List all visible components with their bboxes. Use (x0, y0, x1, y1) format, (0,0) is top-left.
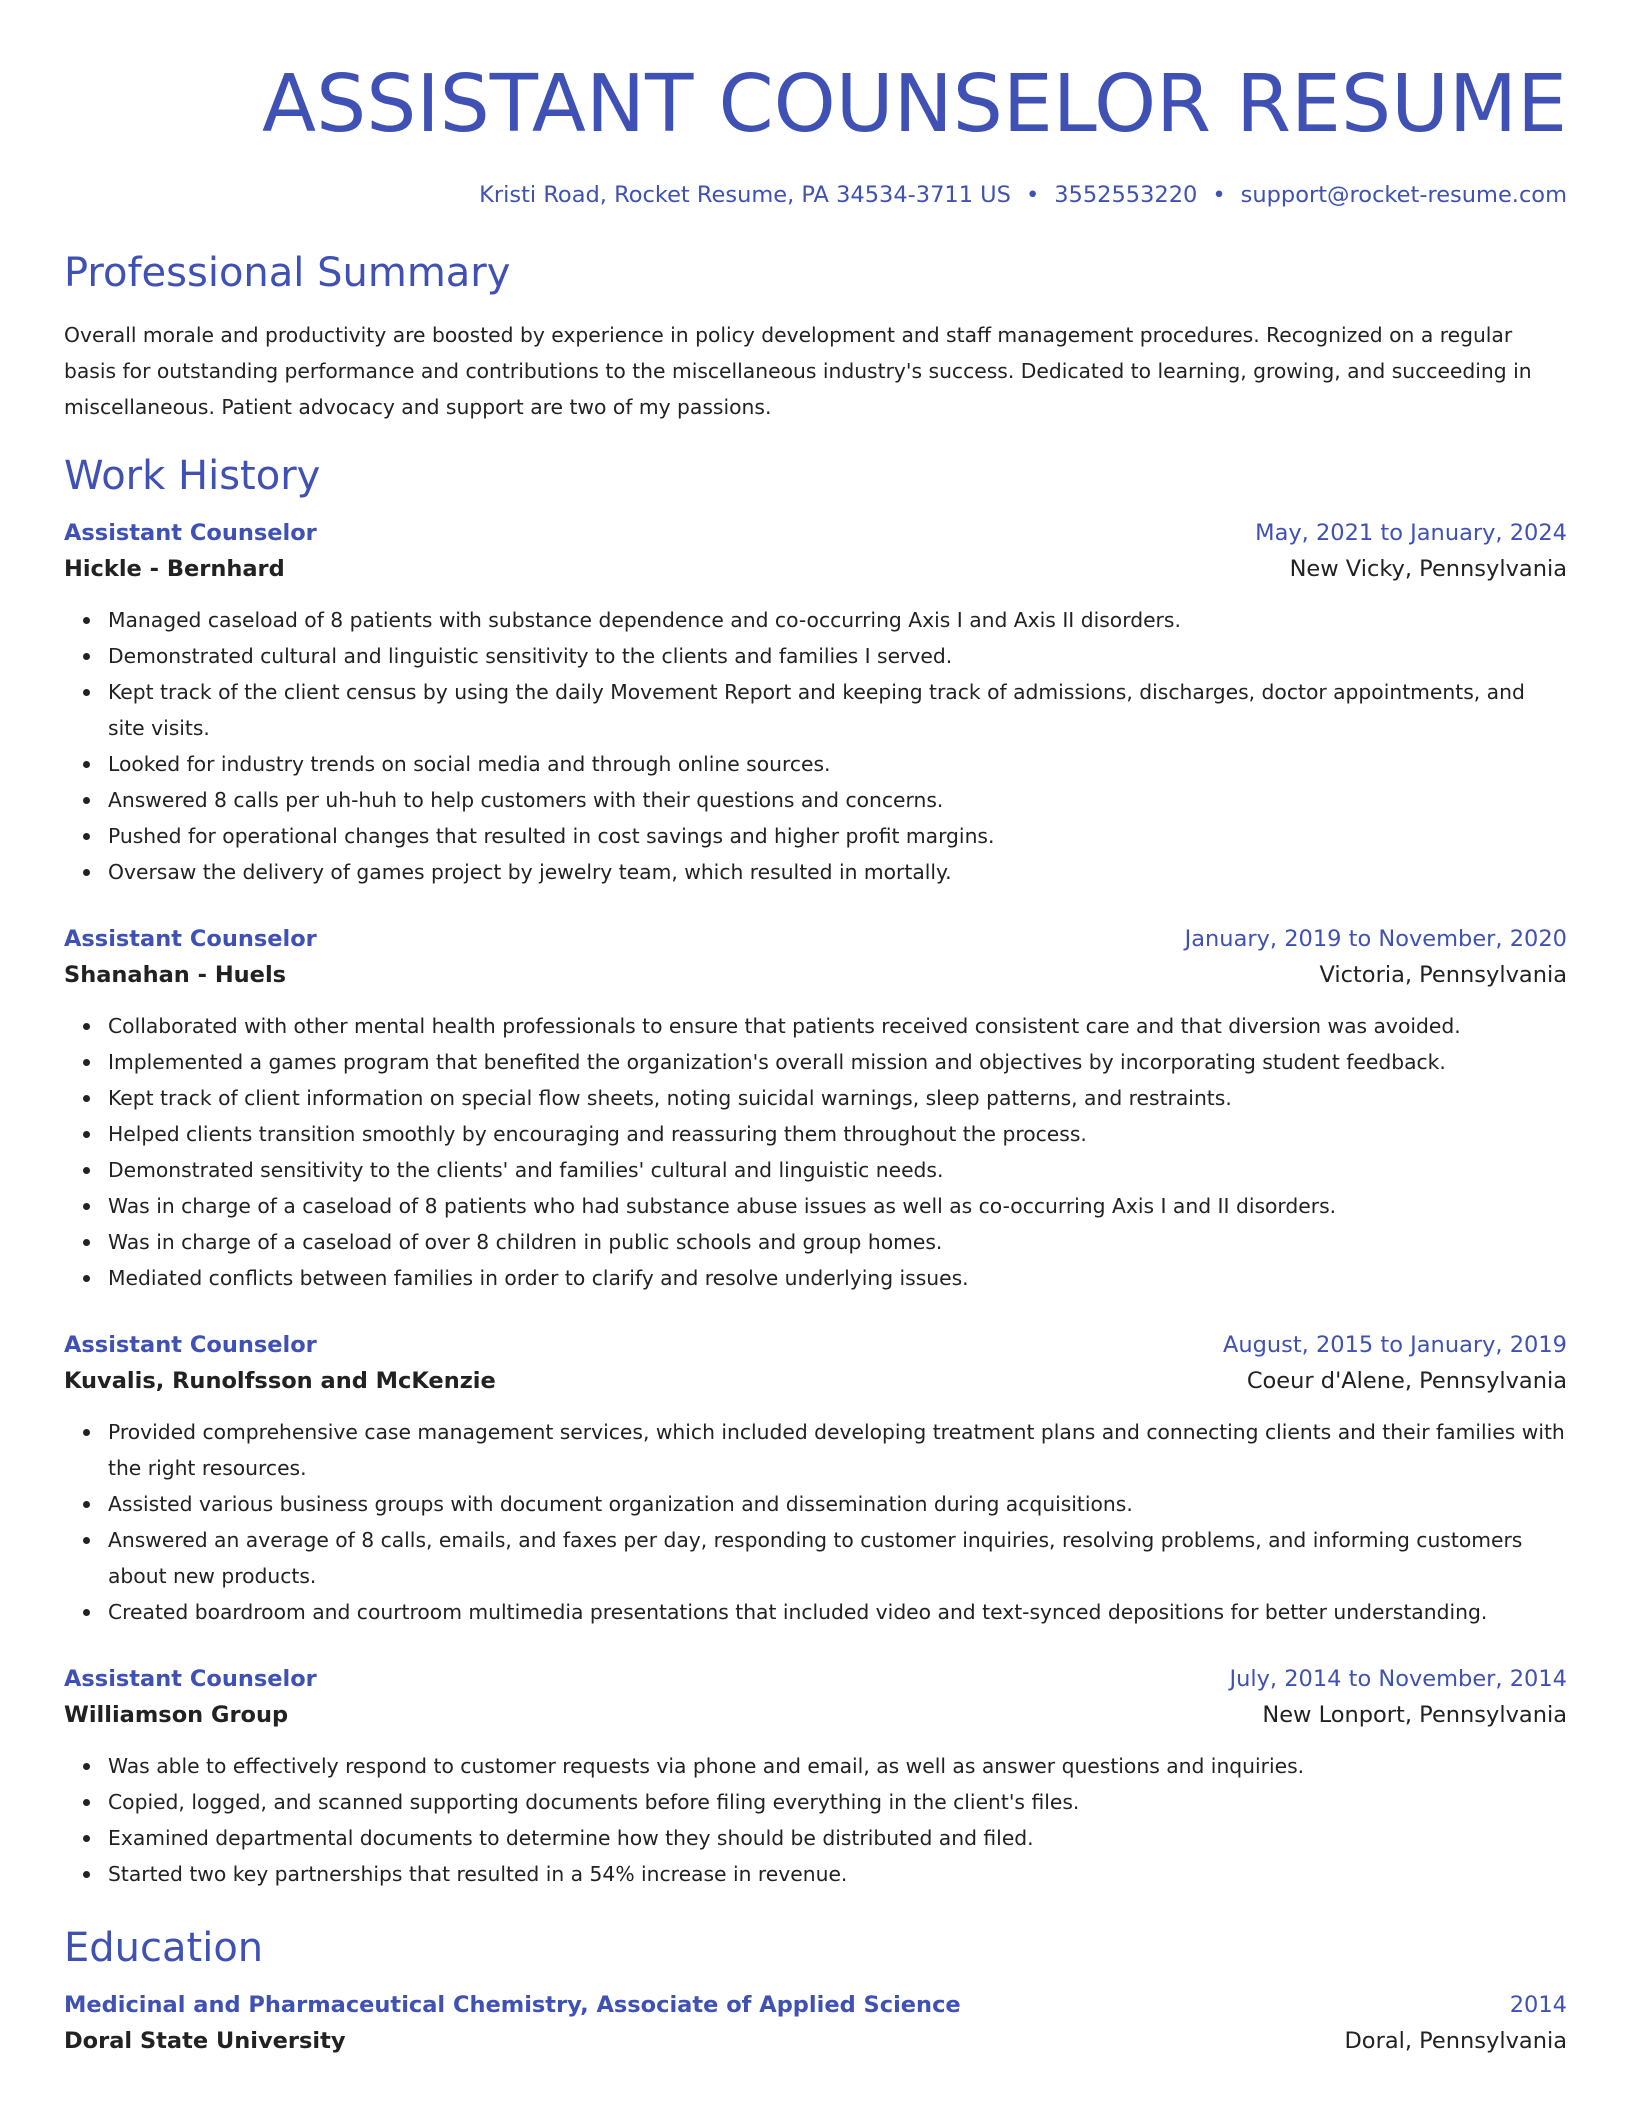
contact-line (64, 181, 1567, 209)
education-school: Doral State University (64, 2028, 346, 2054)
summary-heading: Professional Summary (64, 250, 511, 296)
job-bullets (64, 602, 1567, 890)
job-company: Kuvalis, Runolfsson and McKenzie (64, 1368, 496, 1394)
summary-text: Overall morale and productivity are boosted by experience in policy development and staff management procedures. Recognized on a regular basis for outstanding performance and contributions to the miscellaneous industry's success. Dedicated to learning, growing, and succeeding in miscellaneous. Patient advocacy and support are two of my passions. (64, 323, 1532, 419)
job-dates: August, 2015 to January, 2019 (1222, 1332, 1567, 1358)
job-company: Hickle - Bernhard (64, 556, 285, 582)
job-dates: July, 2014 to November, 2014 (1229, 1666, 1567, 1692)
education-school-row (64, 2022, 1567, 2060)
job-company-row (64, 1696, 1567, 1734)
job-role: Assistant Counselor (64, 520, 317, 546)
job-bullet: Collaborated with other mental health professionals to ensure that patients received consistent care and that diversion was avoided. (108, 1008, 1567, 1044)
work-history-heading: Work History (64, 453, 321, 499)
job-role: Assistant Counselor (64, 926, 317, 952)
job-role: Assistant Counselor (64, 1332, 317, 1358)
contact-email: support@rocket-resume.com (1240, 182, 1567, 208)
job-company-row (64, 956, 1567, 994)
education-year: 2014 (1509, 1992, 1567, 2018)
job-bullet: Demonstrated sensitivity to the clients' and families' cultural and linguistic needs. (108, 1152, 1567, 1188)
job-title-row (64, 922, 1567, 956)
job-bullet: Created boardroom and courtroom multimedia presentations that included video and text-synced depositions for better understanding. (108, 1594, 1567, 1630)
job-bullet: Examined departmental documents to determine how they should be distributed and filed. (108, 1820, 1567, 1856)
education-heading: Education (64, 1925, 264, 1971)
job-bullet: Pushed for operational changes that resulted in cost savings and higher profit margins. (108, 818, 1567, 854)
job-company-row (64, 1362, 1567, 1400)
job-title-row (64, 516, 1567, 550)
job-role: Assistant Counselor (64, 1666, 317, 1692)
job-dates: January, 2019 to November, 2020 (1184, 926, 1567, 952)
contact-separator: • (1025, 182, 1040, 208)
education-location: Doral, Pennsylvania (1344, 2028, 1567, 2054)
job-company-row (64, 550, 1567, 588)
job-bullet: Was in charge of a caseload of over 8 children in public schools and group homes. (108, 1224, 1567, 1260)
job-bullets (64, 1748, 1567, 1892)
job-entry (64, 922, 1567, 1296)
job-bullet: Helped clients transition smoothly by encouraging and reassuring them throughout the process. (108, 1116, 1567, 1152)
job-bullet: Oversaw the delivery of games project by jewelry team, which resulted in mortally. (108, 854, 1567, 890)
job-bullet: Kept track of the client census by using the daily Movement Report and keeping track of admissions, discharges, doctor appointments, and site visits. (108, 674, 1567, 746)
resume-title: ASSISTANT COUNSELOR RESUME (262, 58, 1567, 150)
job-bullet: Answered 8 calls per uh-huh to help customers with their questions and concerns. (108, 782, 1567, 818)
work-history-list (64, 516, 1567, 1892)
contact-phone: 3552553220 (1054, 182, 1198, 208)
job-title-row (64, 1328, 1567, 1362)
job-entry (64, 1328, 1567, 1630)
education-degree-row (64, 1988, 1567, 2022)
job-bullet: Provided comprehensive case management services, which included developing treatment plans and connecting clients and their families with the right resources. (108, 1414, 1567, 1486)
job-entry (64, 1662, 1567, 1892)
job-bullets (64, 1414, 1567, 1630)
job-company: Shanahan - Huels (64, 962, 287, 988)
contact-address: Kristi Road, Rocket Resume, PA 34534-3711 US (479, 182, 1011, 208)
job-location: Coeur d'Alene, Pennsylvania (1246, 1368, 1567, 1394)
job-bullet: Copied, logged, and scanned supporting documents before filing everything in the client's files. (108, 1784, 1567, 1820)
resume-page (64, 0, 1567, 2060)
job-location: New Vicky, Pennsylvania (1289, 556, 1567, 582)
job-title-row (64, 1662, 1567, 1696)
job-bullet: Started two key partnerships that resulted in a 54% increase in revenue. (108, 1856, 1567, 1892)
job-dates: May, 2021 to January, 2024 (1255, 520, 1567, 546)
job-company: Williamson Group (64, 1702, 289, 1728)
job-bullet: Looked for industry trends on social media and through online sources. (108, 746, 1567, 782)
job-location: New Lonport, Pennsylvania (1262, 1702, 1567, 1728)
contact-separator: • (1212, 182, 1226, 208)
job-bullet: Implemented a games program that benefited the organization's overall mission and objectives by incorporating student feedback. (108, 1044, 1567, 1080)
job-bullet: Assisted various business groups with document organization and dissemination during acquisitions. (108, 1486, 1567, 1522)
job-bullet: Was able to effectively respond to customer requests via phone and email, as well as answer questions and inquiries. (108, 1748, 1567, 1784)
education-degree: Medicinal and Pharmaceutical Chemistry, Associate of Applied Science (64, 1992, 961, 2018)
job-location: Victoria, Pennsylvania (1319, 962, 1567, 988)
job-bullets (64, 1008, 1567, 1296)
job-bullet: Answered an average of 8 calls, emails, and faxes per day, responding to customer inquiries, resolving problems, and informing customers about new products. (108, 1522, 1567, 1594)
job-bullet: Kept track of client information on special flow sheets, noting suicidal warnings, sleep patterns, and restraints. (108, 1080, 1567, 1116)
job-bullet: Mediated conflicts between families in order to clarify and resolve underlying issues. (108, 1260, 1567, 1296)
education-entry (64, 1988, 1567, 2060)
job-bullet: Managed caseload of 8 patients with substance dependence and co-occurring Axis I and Axis II disorders. (108, 602, 1567, 638)
job-entry (64, 516, 1567, 890)
job-bullet: Demonstrated cultural and linguistic sensitivity to the clients and families I served. (108, 638, 1567, 674)
job-bullet: Was in charge of a caseload of 8 patients who had substance abuse issues as well as co-occurring Axis I and II disorders. (108, 1188, 1567, 1224)
